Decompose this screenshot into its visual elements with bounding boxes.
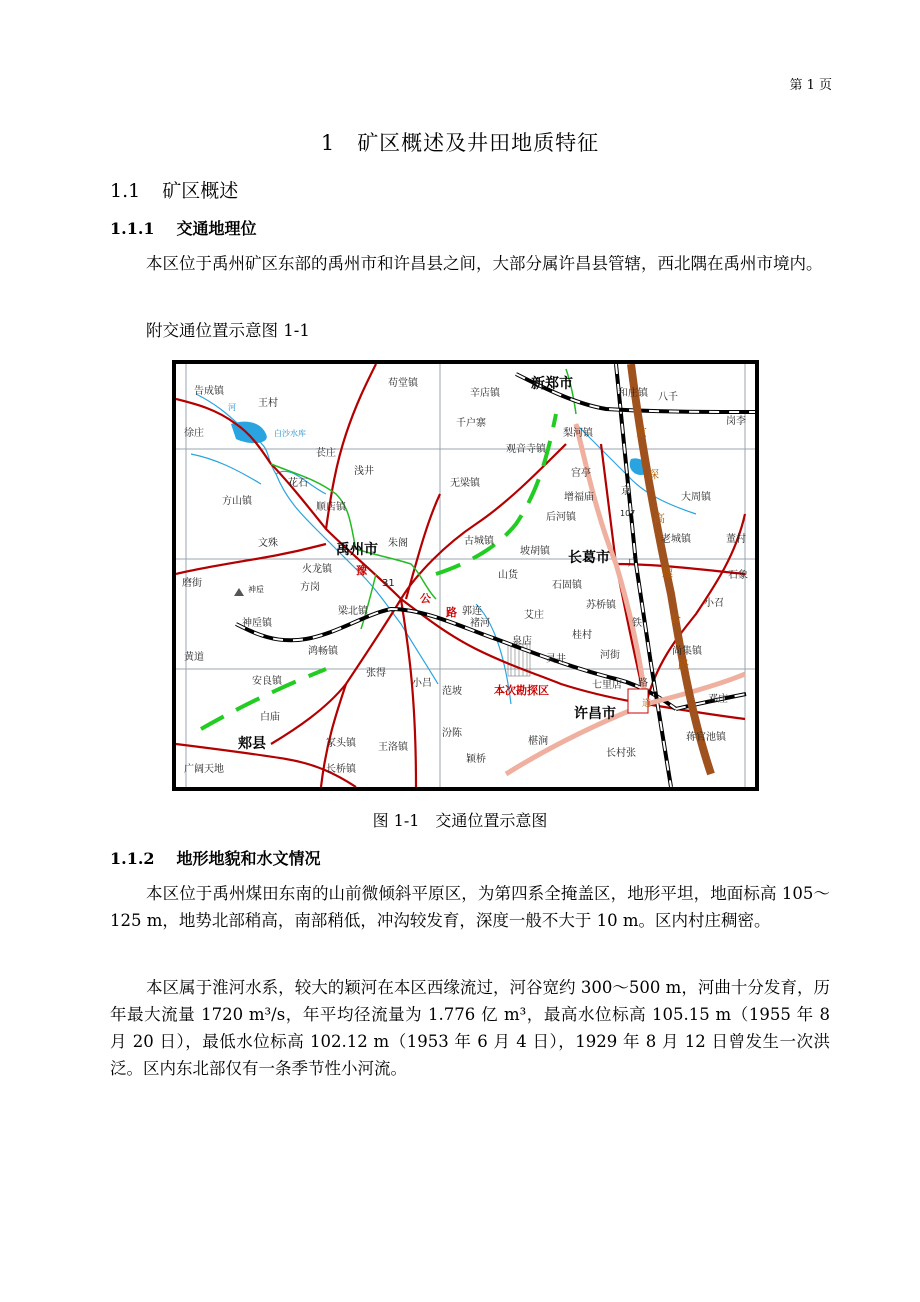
map-label: 朱阁	[388, 538, 408, 549]
map-label: 老城镇	[661, 534, 691, 545]
map-label: 范坡	[442, 686, 462, 697]
chapter-title	[0, 127, 920, 157]
map-label: 古城镇	[464, 536, 494, 547]
paragraph-figure-ref: 附交通位置示意图 1-1	[146, 321, 310, 340]
map-label: 王村	[258, 398, 278, 409]
map-label: 路	[638, 678, 648, 689]
map-label: 椹涧	[528, 736, 548, 747]
map-label: 速	[662, 566, 673, 579]
map-label: 河街	[600, 650, 620, 661]
map-label: 方山镇	[222, 496, 252, 507]
section-1-1-2-heading	[110, 846, 321, 869]
map-label: 鸿畅镇	[308, 646, 338, 657]
map-label: 辛店镇	[470, 388, 500, 399]
map-label: 路	[678, 658, 689, 671]
map-label: 千户寨	[456, 418, 486, 429]
map-label: 增福庙	[564, 492, 594, 503]
map-label: 磨街	[182, 578, 202, 589]
map-label-city: 长葛市	[568, 550, 610, 566]
map-label: 顺店镇	[316, 502, 346, 513]
traffic-location-map	[172, 360, 759, 791]
map-label-city: 新郑市	[531, 376, 573, 392]
map-label: 浅井	[354, 466, 374, 477]
railways	[236, 364, 755, 787]
map-label: 无梁镇	[450, 478, 480, 489]
map-label: 大周镇	[681, 492, 711, 503]
map-label: 白庙	[260, 712, 280, 723]
map-label-city: 郏县	[238, 736, 266, 752]
map-label: 梁北镇	[338, 606, 368, 617]
map-label: 广	[628, 558, 638, 569]
chapter-title-text: 矿区概述及井田地质特征	[357, 131, 600, 155]
paragraph-hydrology: 本区属于淮河水系，较大的颖河在本区西缘流过，河谷宽约 300～500 m，河曲十分发育，历年最大流量 1720 m³/s，年平均径流量为 1.776 亿 m³，最高水位标高 105.15 m（1955 年 8 月 20 日），最低水位标高 102.12 m（1953 年 6 月 4 日），1929 年 8 月 12 日曾发生一次洪泛。区内东北部仅有一条季节性小河流。	[110, 978, 830, 1078]
map-label: 冢头镇	[326, 738, 356, 749]
map-label: 31	[382, 578, 395, 589]
map-label: 张得	[366, 668, 386, 679]
section-title: 矿区概述	[162, 180, 239, 202]
section-title: 地形地貌和水文情况	[176, 849, 321, 868]
map-label: 八千	[658, 392, 678, 403]
map-label: 河	[228, 403, 236, 412]
map-label: 广阔天地	[184, 764, 224, 775]
map-label: 褚河	[470, 618, 490, 629]
map-label: 邓庄	[708, 694, 728, 705]
map-label: 郭连	[462, 606, 482, 617]
map-label: 苌庄	[316, 448, 336, 459]
map-label: 王洛镇	[378, 742, 408, 753]
section-1-1-1-heading	[110, 216, 257, 239]
map-label: 路	[446, 606, 457, 619]
map-label: 颖桥	[466, 754, 486, 765]
map-label-city: 许昌市	[574, 706, 616, 722]
map-label: 小吕	[412, 678, 432, 689]
map-label: 后河镇	[546, 512, 576, 523]
page-number: 第 1 页	[789, 78, 832, 93]
map-label: 观音寺镇	[506, 444, 546, 455]
map-labels	[182, 375, 748, 775]
section-title: 交通地理位	[176, 219, 257, 238]
map-label: 小召	[704, 598, 724, 609]
map-label: 徐庄	[184, 428, 204, 439]
section-number: 1.1.1	[110, 219, 155, 238]
map-label: 道	[642, 699, 652, 709]
map-label: 京	[636, 426, 647, 439]
map-label: 苏桥镇	[586, 600, 616, 611]
map-label: 苟堂镇	[388, 378, 418, 389]
map-label: 高	[654, 512, 665, 525]
map-label: 方岗	[300, 582, 320, 593]
map-label: 火龙镇	[302, 564, 332, 575]
map-label: 蒋官池镇	[686, 732, 726, 743]
map-label: 长桥镇	[326, 764, 356, 775]
map-label: 安良镇	[252, 676, 282, 687]
map-label: 铁	[632, 618, 642, 629]
map-label: 长村张	[606, 748, 636, 759]
map-label: 艾庄	[524, 610, 544, 621]
map-label: 告成镇	[194, 386, 224, 397]
map-label: 神垕	[248, 585, 264, 594]
map-label: 石象	[728, 570, 748, 581]
map-label: 黄道	[184, 652, 204, 663]
map-label: 花石	[288, 478, 308, 489]
map-label: 灵井	[546, 654, 566, 665]
map-label: 公	[670, 612, 681, 625]
chapter-number: 1	[320, 131, 336, 155]
map-label: 京	[621, 486, 631, 497]
map-label: 山货	[498, 570, 518, 581]
map-label: 岗李	[726, 416, 746, 427]
map-label: 坡胡镇	[520, 546, 550, 557]
paragraph-terrain: 本区位于禹州煤田东南的山前微倾斜平原区，为第四系全掩盖区，地形平坦，地面标高 105～125 m，地势北部稍高，南部稍低，冲沟较发育，深度一般不大于 10 m。区内村庄稠密。	[110, 884, 830, 930]
map-svg	[176, 364, 755, 787]
section-number: 1.1	[110, 180, 141, 202]
map-label: 神垕镇	[242, 618, 272, 629]
map-label: 汾陈	[442, 728, 462, 739]
section-number: 1.1.2	[110, 849, 155, 868]
map-label: 宫亭	[571, 468, 591, 479]
map-label: 豫	[356, 564, 367, 577]
map-label: 桂村	[572, 630, 592, 641]
map-label: 尚集镇	[672, 646, 702, 657]
map-label: 107	[620, 509, 636, 518]
map-label: 和庄镇	[618, 388, 648, 399]
map-label: 七里店	[592, 680, 622, 691]
map-label: 公	[420, 592, 431, 605]
map-label: 泉店	[512, 636, 532, 647]
mountain-icon	[234, 588, 244, 596]
paragraph-location: 本区位于禹州矿区东部的禹州市和许昌县之间，大部分属许昌县管辖，西北隅在禹州市境内。	[146, 254, 823, 273]
map-label-city: 禹州市	[336, 542, 378, 558]
figure-caption: 图 1-1 交通位置示意图	[372, 811, 548, 830]
map-label: 石固镇	[552, 580, 582, 591]
map-label: 白沙水库	[274, 429, 306, 438]
map-label: 董村	[726, 534, 746, 545]
road-xu-east	[646, 674, 745, 704]
section-1-1-heading	[110, 176, 238, 203]
map-label: 文殊	[258, 538, 278, 549]
map-label-survey: 本次勘探区	[494, 684, 549, 697]
map-label: 梨河镇	[563, 428, 593, 439]
map-label: 深	[648, 468, 659, 481]
